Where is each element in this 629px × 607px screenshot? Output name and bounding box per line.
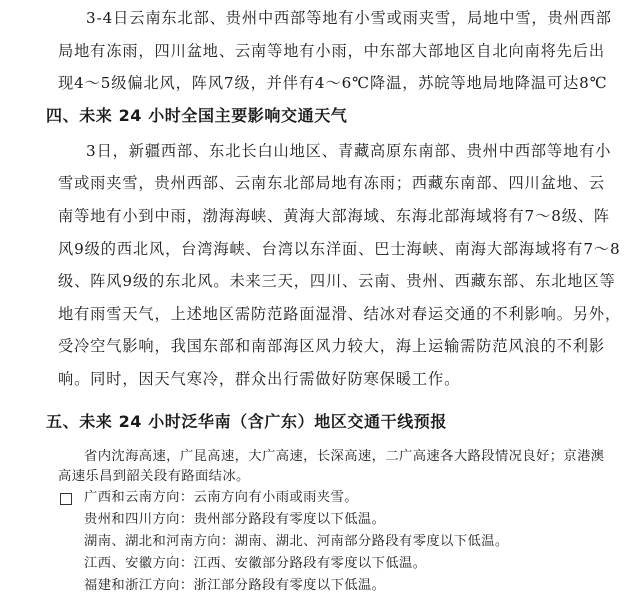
paragraph-line: 高速乐昌到韶关段有路面结冰。 — [58, 469, 250, 484]
section-heading-4: 四、未来 24 小时全国主要影响交通天气 — [46, 106, 348, 125]
checkbox-square — [60, 493, 72, 505]
route-item: 贵州和四川方向：贵州部分路段有零度以下低温。 — [84, 512, 386, 527]
paragraph-line: 省内沈海高速，广昆高速，大广高速，长深高速，二广高速各大路段情况良好；京港澳 — [84, 449, 605, 464]
paragraph-line: 现4～5级偏北风，阵风7级，并伴有4～6℃降温，苏皖等地局地降温可达8℃ — [58, 74, 608, 92]
route-item: 福建和浙江方向：浙江部分路段有零度以下低温。 — [84, 578, 386, 593]
paragraph-line: 级、阵风9级的东北风。未来三天，四川、云南、贵州、西藏东部、东北地区等 — [58, 272, 616, 290]
paragraph-line: 局地有冻雨，四川盆地、云南等地有小雨，中东部大部地区自北向南将先后出 — [58, 42, 605, 60]
paragraph-line: 雪或雨夹雪，贵州西部、云南东北部局地有冻雨；西藏东南部、四川盆地、云 — [58, 174, 605, 192]
paragraph-line: 3-4日云南东北部、贵州中西部等地有小雪或雨夹雪，局地中雪，贵州西部 — [86, 9, 612, 27]
route-item: 湖南、湖北和河南方向：湖南、湖北、河南部分路段有零度以下低温。 — [84, 534, 509, 549]
paragraph-line: 南等地有小到中雨，渤海海峡、黄海大部海域、东海北部海域将有7～8级、阵 — [58, 207, 611, 225]
paragraph-line: 3日，新疆西部、东北长白山地区、青藏高原东南部、贵州中西部等地有小 — [86, 142, 612, 160]
paragraph-line: 地有雨雪天气，上述地区需防范路面湿滑、结冰对春运交通的不利影响。另外， — [58, 305, 622, 323]
paragraph-line: 响。同时，因天气寒冷，群众出行需做好防寒保暖工作。 — [58, 370, 461, 388]
paragraph-line: 风9级的西北风，台湾海峡、台湾以东洋面、巴士海峡、南海大部海域将有7～8 — [58, 240, 621, 258]
section-heading-5: 五、未来 24 小时泛华南（含广东）地区交通干线预报 — [46, 412, 448, 431]
route-item: 江西、安徽方向：江西、安徽部分路段有零度以下低温。 — [84, 556, 427, 571]
route-item: 广西和云南方向：云南方向有小雨或雨夹雪。 — [84, 490, 358, 505]
paragraph-line: 受冷空气影响，我国东部和南部海区风力较大，海上运输需防范风浪的不利影 — [58, 337, 605, 355]
